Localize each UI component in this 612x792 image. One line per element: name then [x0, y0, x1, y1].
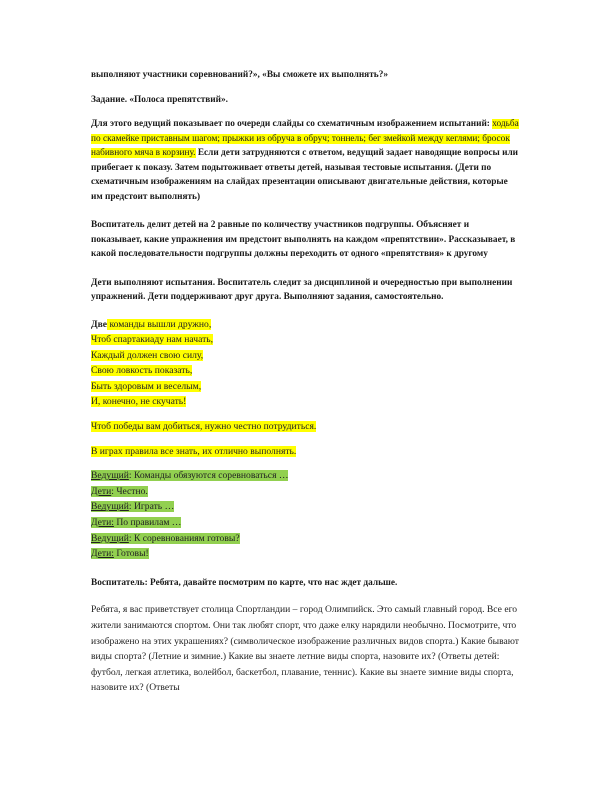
dialog-speaker: Ведущий	[91, 501, 129, 513]
paragraph-subgroups: Воспитатель делит детей на 2 равные по количеству участников подгруппы. Объясняет и показывает, какие упражнения им предстоит выполнять на каждом «препятствии». Рассказывает, в какой последовательности подгруппы должны переходить от одного «препятствия» к другому	[91, 220, 516, 259]
dialog-speaker: Ведущий	[91, 470, 129, 482]
dialog-speaker: Ведущий	[91, 532, 129, 544]
dialog-speaker: Дети	[91, 485, 112, 497]
poem-line	[91, 317, 521, 333]
poem-line: Свою ловкость показать,	[91, 365, 193, 377]
obstacles-followup: Если дети затрудняются с ответом, ведущий задает наводящие вопросы или прибегает к показу. Затем подытоживает ответы детей, называя тестовые испытания. (Дети по схематичным изображениям на слайдах презентации описывают двигательные действия, которые им предстоит выполнять)	[91, 148, 519, 202]
poem-line: И, конечно, не скучать!	[91, 396, 187, 408]
poem-line-rules: В играх правила все знать, их отлично выполнять.	[91, 445, 297, 457]
poem	[91, 317, 521, 460]
paragraph-map: Воспитатель: Ребята, давайте посмотрим по карте, что нас ждет дальше.	[91, 577, 398, 588]
dialog-line: Ведущий: Играть …	[91, 501, 175, 513]
dialog-line: Дети: Готовы!	[91, 548, 149, 560]
dialog-line: Ведущий: К соревнованиям готовы?	[91, 532, 240, 544]
poem-line: Чтоб спартакиаду нам начать,	[91, 334, 214, 346]
paragraph-questions: выполняют участники соревнований?», «Вы сможете их выполнять?»	[91, 70, 388, 80]
obstacles-list-highlight: ходьба по скамейке приставным шагом; прыжки из обруча в обруч; тоннель; бег змейкой между кеглями; бросок набивного мяча в корзину.	[91, 119, 519, 158]
dialog-speaker: Дети:	[91, 548, 114, 560]
poem-first-line-rest: команды вышли дружно,	[107, 318, 212, 330]
dialog	[91, 468, 521, 562]
dialog-line: Ведущий: Команды обязуются соревноваться …	[91, 470, 289, 482]
dialog-line: Дети: По правилам …	[91, 517, 182, 529]
dialog-speaker: Дети:	[91, 517, 114, 529]
poem-first-word: Две	[91, 318, 108, 330]
poem-line: Быть здоровым и веселым,	[91, 380, 202, 392]
paragraph-execution: Дети выполняют испытания. Воспитатель следит за дисциплиной и очередностью при выполнении упражнений. Дети поддерживают друг друга. Выполняют задания, самостоятельно.	[91, 277, 513, 302]
poem-line: Каждый должен свою силу,	[91, 349, 204, 361]
paragraph-olympic-city: Ребята, я вас приветствует столица Спортландии – город Олимпийск. Это самый главный город. Все его жители занимаются спортом. Они так любят спорт, что даже елку нарядили необычно. Посмотрите, что изображено на этих украшениях? (символическое изображение различных видов спорта.) Какие бывают виды спорта? (Летние и зимние.) Какие вы знаете летние виды спорта, назовите их? (Ответы детей: футбол, легкая атлетика, волейбол, баскетбол, плавание, теннис). Какие вы знаете зимние виды спорта, назовите их? (Ответы	[91, 604, 519, 694]
document-body	[91, 68, 521, 706]
obstacles-intro: Для этого ведущий показывает по очереди слайды со схематичным изображением испытаний:	[91, 119, 493, 129]
paragraph-obstacles	[91, 117, 521, 204]
task-heading: Задание. «Полоса препятствий».	[91, 94, 228, 105]
poem-line-victory: Чтоб победы вам добиться, нужно честно потрудиться.	[91, 421, 317, 433]
dialog-line: Дети: Честно.	[91, 485, 148, 497]
